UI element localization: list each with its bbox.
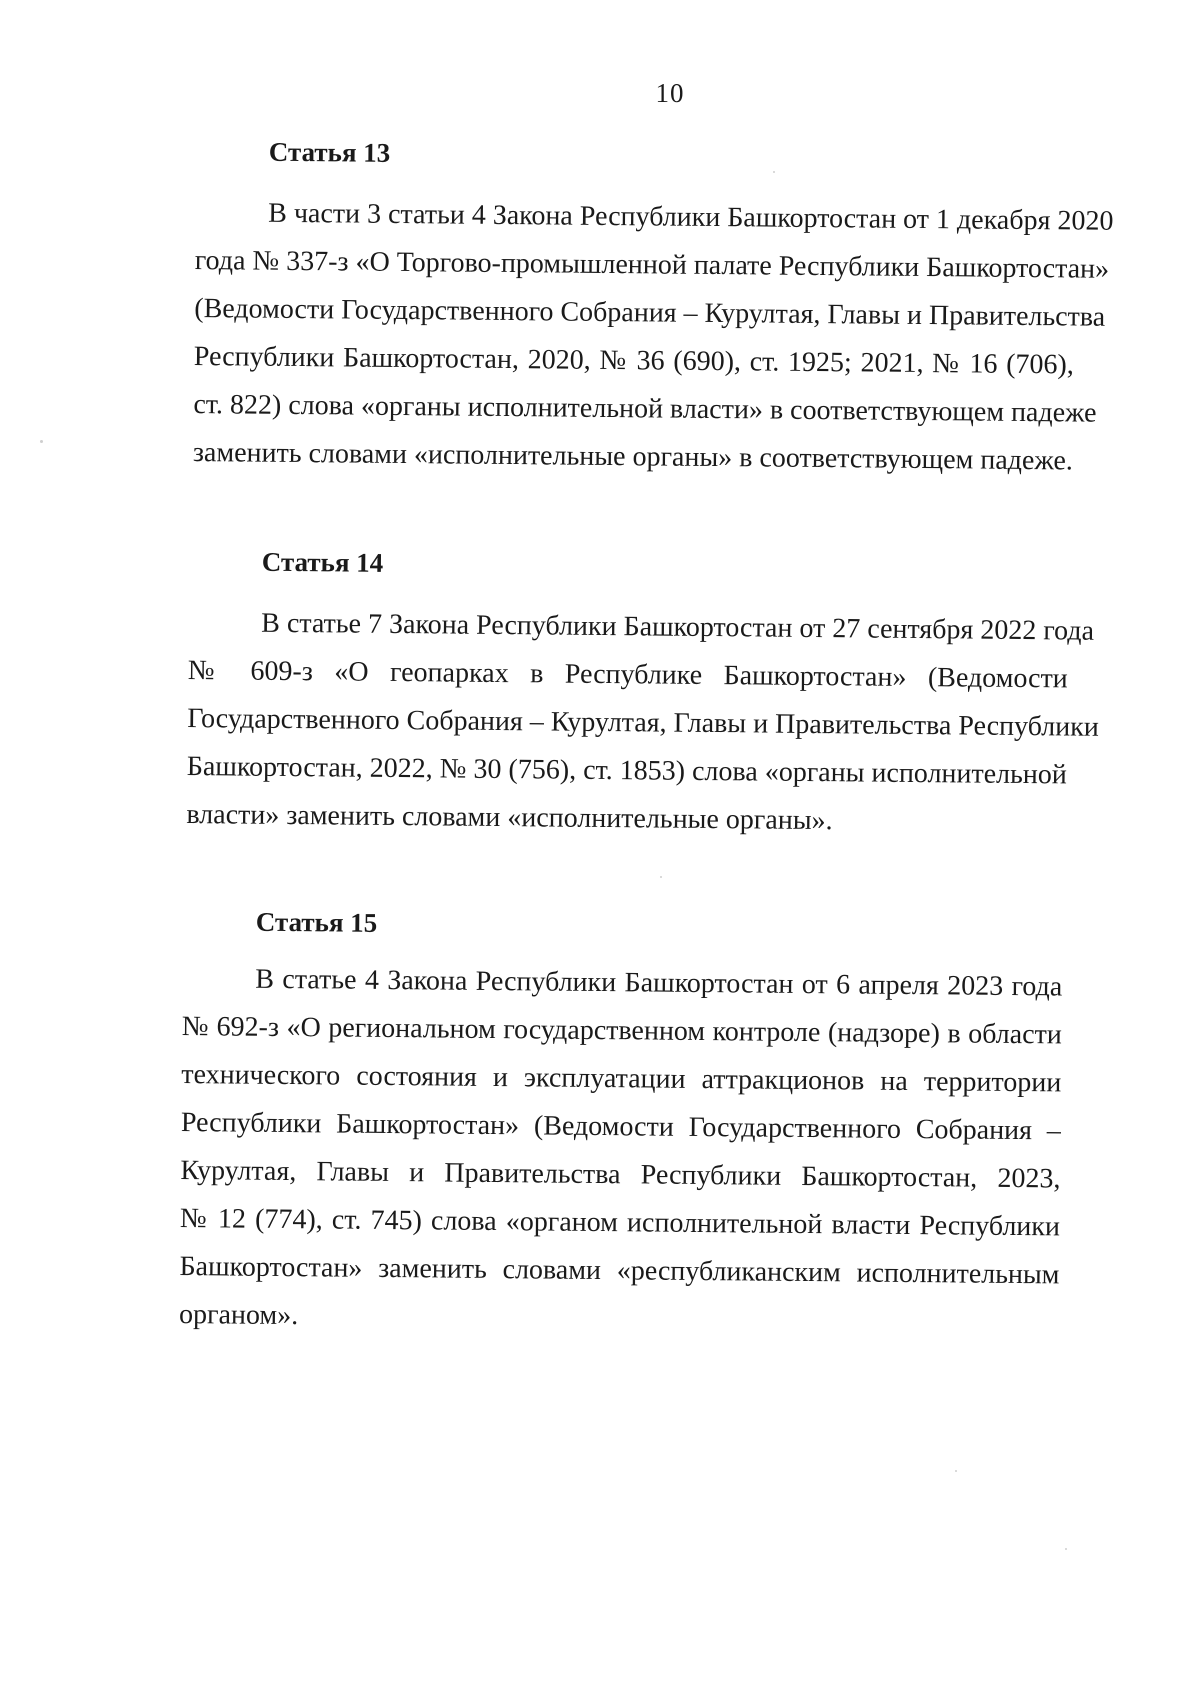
text-line: № 12 (774), ст. 745) слова «органом исполнительной власти Республики bbox=[179, 1202, 1061, 1243]
text-line: органом». bbox=[178, 1298, 299, 1332]
scan-speck bbox=[773, 171, 775, 173]
text-line: заменить словами «исполнительные органы» в соответствующем падеже. bbox=[192, 436, 1073, 477]
text-line: технического состояния и эксплуатации аттракционов на территории bbox=[181, 1058, 1062, 1099]
text-line: № 692-з «О региональном государственном контроле (надзоре) в области bbox=[181, 1010, 1062, 1051]
article-title: Статья 14 bbox=[261, 546, 384, 578]
article-title: Статья 13 bbox=[268, 136, 391, 168]
text-line: года № 337-з «О Торгово-промышленной палате Республики Башкортостан» bbox=[194, 244, 1110, 285]
scan-speck bbox=[40, 440, 43, 443]
text-line: В статье 4 Закона Республики Башкортостан от 6 апреля 2023 года bbox=[255, 963, 1063, 1003]
text-line: № 609-з «О геопарках в Республике Башкортостан» (Ведомости bbox=[187, 654, 1068, 695]
article-body bbox=[179, 955, 1063, 1347]
article-body bbox=[192, 189, 1114, 485]
scan-speck bbox=[955, 1470, 957, 1472]
article-13 bbox=[192, 135, 1114, 485]
article-title: Статья 15 bbox=[255, 906, 378, 938]
text-line: Башкортостан, 2022, № 30 (756), ст. 1853) слова «органы исполнительной bbox=[186, 750, 1067, 791]
article-body bbox=[186, 599, 1099, 847]
text-line: (Ведомости Государственного Собрания – Курултая, Главы и Правительства bbox=[194, 292, 1106, 333]
text-line: В статье 7 Закона Республики Башкортостан от 27 сентября 2022 года bbox=[261, 607, 1095, 647]
text-line: Башкортостан» заменить словами «республиканским исполнительным bbox=[179, 1250, 1060, 1291]
scan-speck bbox=[660, 876, 662, 878]
text-line: ст. 822) слова «органы исполнительной власти» в соответствующем падеже bbox=[193, 388, 1097, 429]
article-15 bbox=[179, 905, 1063, 1347]
text-line: Республики Башкортостан, 2020, № 36 (690), ст. 1925; 2021, № 16 (706), bbox=[193, 340, 1074, 381]
text-line: Республики Башкортостан» (Ведомости Государственного Собрания – bbox=[180, 1106, 1062, 1147]
scan-speck bbox=[1065, 1548, 1067, 1550]
text-line: В части 3 статьи 4 Закона Республики Башкортостан от 1 декабря 2020 bbox=[268, 197, 1114, 237]
page-number: 10 bbox=[655, 78, 685, 108]
text-line: Курултая, Главы и Правительства Республики Башкортостан, 2023, bbox=[180, 1154, 1061, 1195]
text-line: власти» заменить словами «исполнительные органы». bbox=[186, 798, 833, 837]
text-line: Государственного Собрания – Курултая, Главы и Правительства Республики bbox=[187, 702, 1099, 743]
article-14 bbox=[186, 545, 1099, 847]
